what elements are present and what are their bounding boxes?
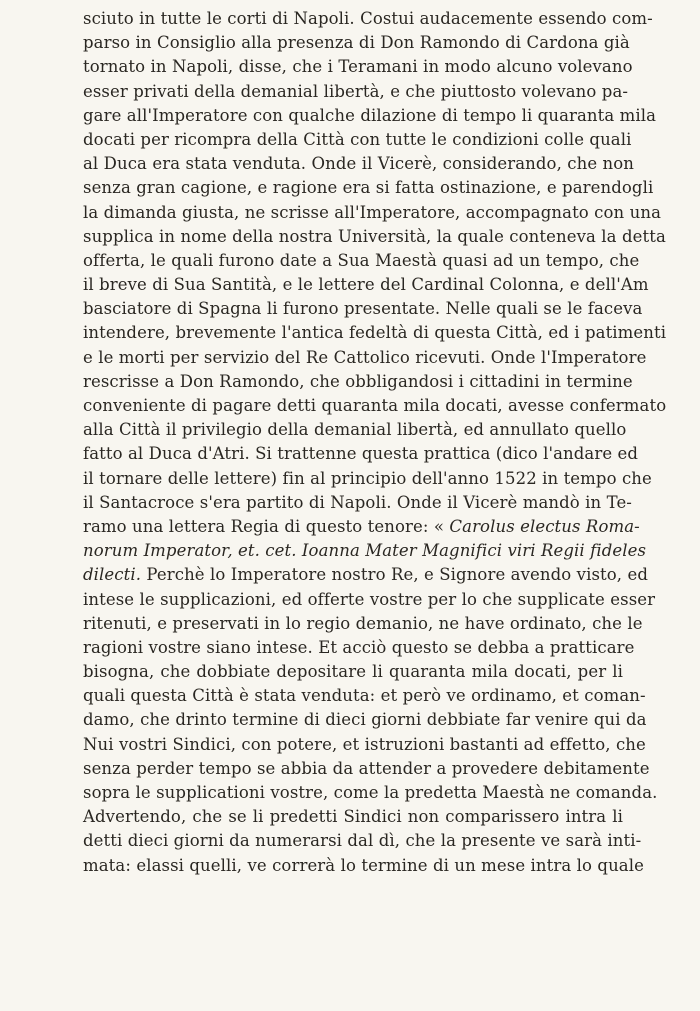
text-line: rescrisse a Don Ramondo, che obbligandosi i cittadini in termine xyxy=(83,371,633,391)
text-line: supplica in nome della nostra Università, la quale conteneva la detta xyxy=(83,226,666,246)
text-line: tornato in Napoli, disse, che i Teramani in modo alcuno volevano xyxy=(83,57,633,77)
text-line: fatto al Duca d'Atri. Si trattenne questa prattica (dico l'andare ed xyxy=(83,444,639,464)
text-line: intese le supplicazioni, ed offerte vostre per lo che supplicate esser xyxy=(83,589,656,609)
text-line: bisogna, che dobbiate depositare li quaranta mila docati, per li xyxy=(83,662,623,682)
text-line: senza perder tempo se abbia da attender a provedere debitamente xyxy=(83,758,650,778)
text-line xyxy=(83,563,648,587)
line-prefix: ramo una lettera Regia di questo tenore: « xyxy=(83,516,450,536)
text-line: docati per ricompra della Città con tutte le condizioni colle quali xyxy=(83,129,632,149)
text-line: parso in Consiglio alla presenza di Don Ramondo di Cardona già xyxy=(83,33,630,53)
text-line: la dimanda giusta, ne scrisse all'Imperatore, accompagnato con una xyxy=(83,202,662,222)
quote-italic: dilecti. xyxy=(83,565,142,585)
text-line: il tornare delle lettere) fin al principio dell'anno 1522 in tempo che xyxy=(83,468,652,488)
text-line: basciatore di Spagna li furono presentate. Nelle quali se le faceva xyxy=(83,299,643,319)
text-line: offerta, le quali furono date a Sua Maestà quasi ad un tempo, che xyxy=(83,250,640,270)
text-line: ragioni vostre siano intese. Et acciò questo se debba a pratticare xyxy=(83,637,635,657)
text-line: Advertendo, che se li predetti Sindici non comparissero intra li xyxy=(83,807,623,827)
text-line: sciuto in tutte le corti di Napoli. Costui audacemente essendo com- xyxy=(83,9,653,28)
text-line: ritenuti, e preservati in lo regio demanio, ne have ordinato, che le xyxy=(83,613,643,633)
text-line: e le morti per servizio del Re Cattolico ricevuti. Onde l'Imperatore xyxy=(83,347,647,367)
body-text xyxy=(83,7,667,878)
text-line: al Duca era stata venduta. Onde il Vicerè, considerando, che non xyxy=(83,154,635,174)
text-line: norum Imperator, et. cet. Ioanna Mater Magnifici viri Regii fideles xyxy=(83,541,647,561)
text-line: senza gran cagione, e ragione era si fatta ostinazione, e parendogli xyxy=(83,178,654,198)
text-line: conveniente di pagare detti quaranta mila docati, avesse confermato xyxy=(83,396,667,415)
text-line: alla Città il privilegio della demanial libertà, ed annullato quello xyxy=(83,420,627,440)
text-line: il Santacroce s'era partito di Napoli. Onde il Vicerè mandò in Te- xyxy=(83,492,632,512)
text-line: il breve di Sua Santità, e le lettere del Cardinal Colonna, e dell'Am xyxy=(83,275,649,295)
text-line xyxy=(83,515,640,539)
text-line: detti dieci giorni da numerarsi dal dì, che la presente ve sarà inti- xyxy=(83,831,642,851)
text-line: damo, che drinto termine di dieci giorni debbiate far venire qui da xyxy=(83,710,647,730)
text-line: quali questa Città è stata venduta: et però ve ordinamo, et coman- xyxy=(83,686,646,706)
text-line: esser privati della demanial libertà, e che piuttosto volevano pa- xyxy=(83,81,629,101)
text-line: mata: elassi quelli, ve correrà lo termine di un mese intra lo quale xyxy=(83,855,644,875)
text-line: intendere, brevemente l'antica fedeltà di questa Città, ed i patimenti xyxy=(83,323,667,343)
text-line: Nui vostri Sindici, con potere, et istruzioni bastanti ad effetto, che xyxy=(83,734,646,754)
text-line: gare all'Imperatore con qualche dilazione di tempo li quaranta mila xyxy=(83,105,657,125)
line-rest: Perchè lo Imperatore nostro Re, e Signore avendo visto, ed xyxy=(141,565,648,585)
quote-italic: Carolus electus Roma- xyxy=(449,516,640,536)
text-line: sopra le supplicationi vostre, come la predetta Maestà ne comanda. xyxy=(83,783,658,802)
